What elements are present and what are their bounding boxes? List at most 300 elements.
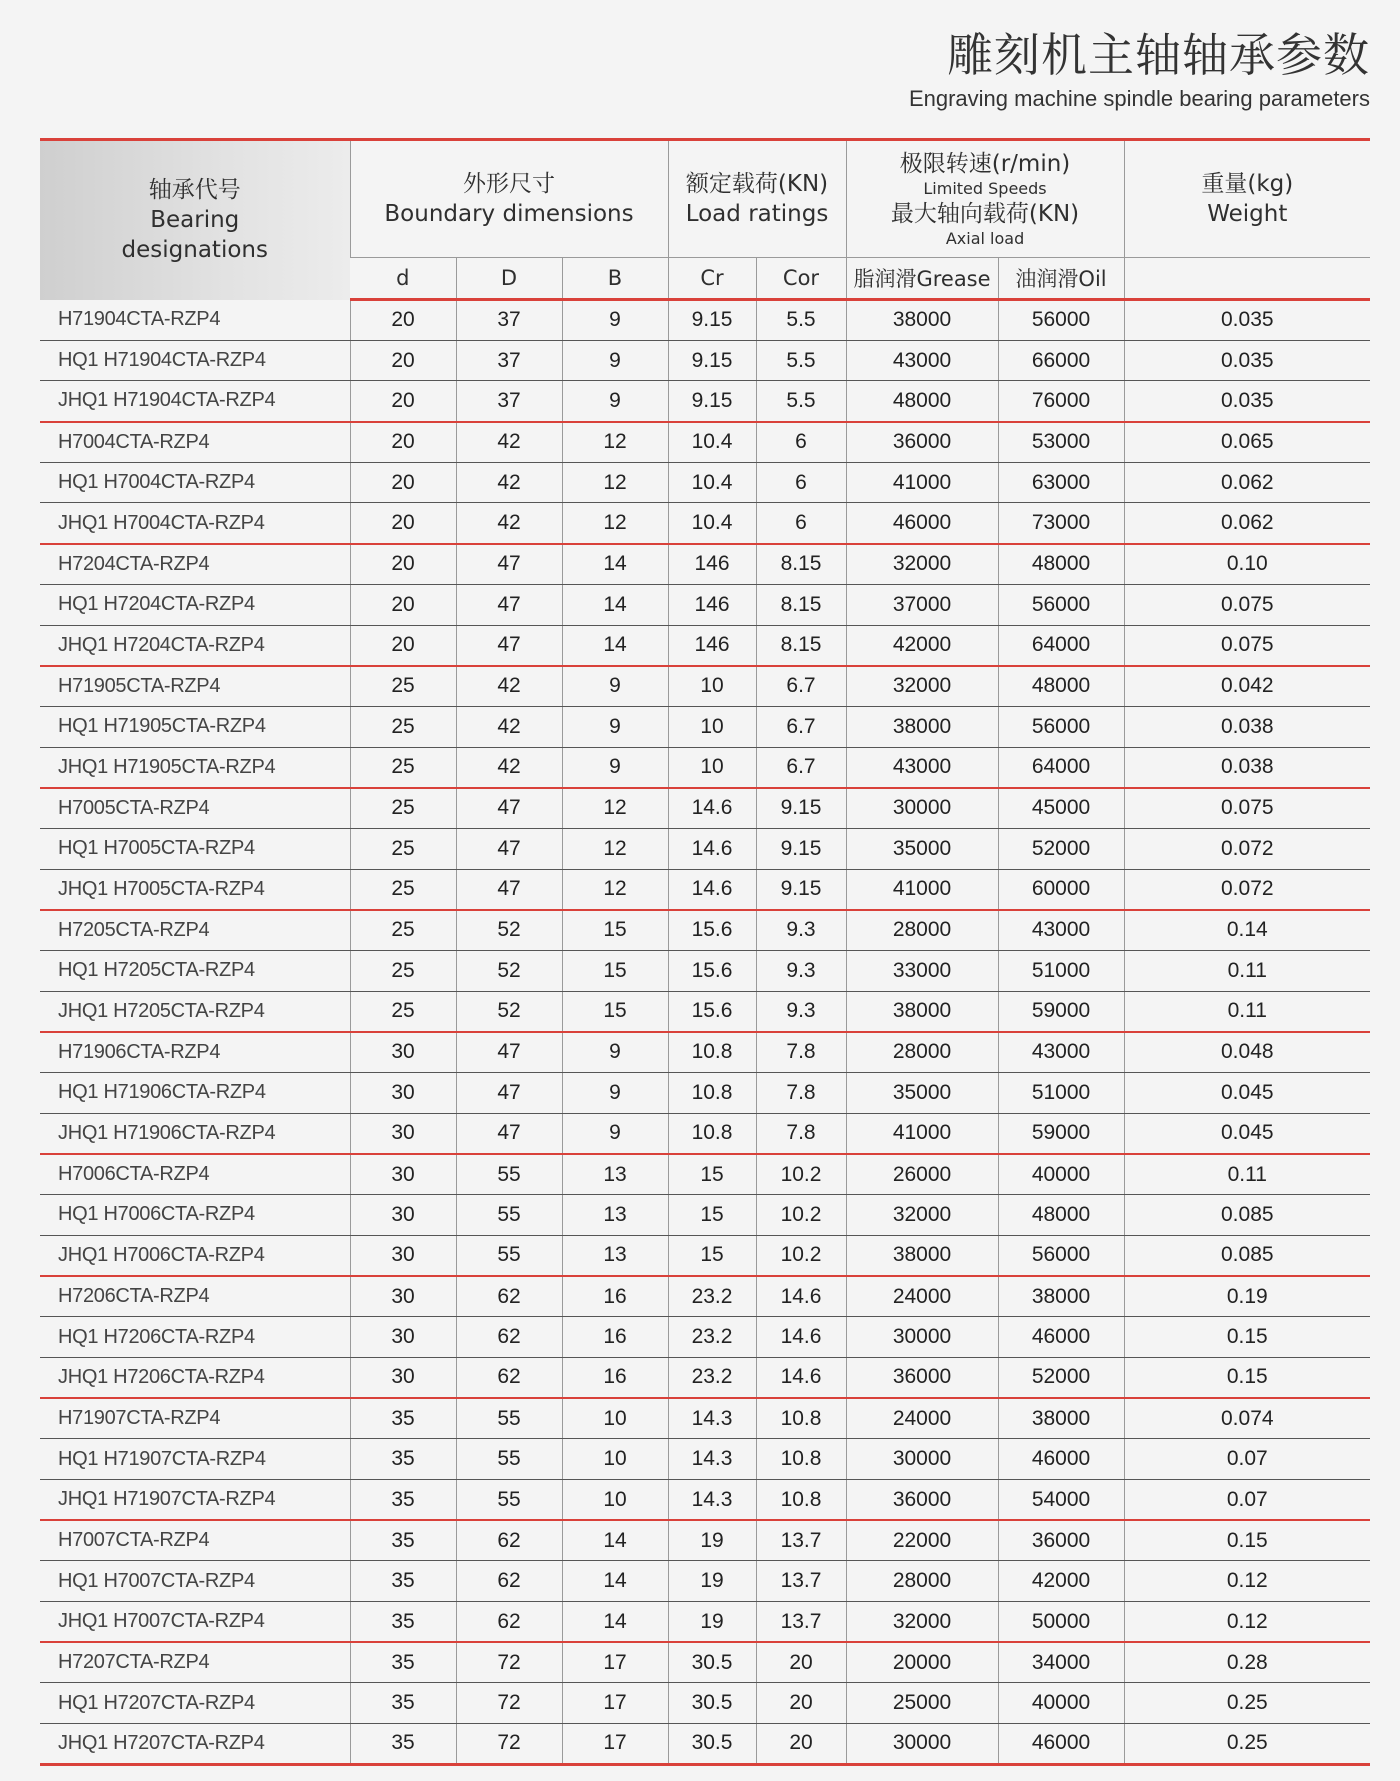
- cell-oil-speed: 46000: [998, 1439, 1124, 1480]
- cell-d: 25: [350, 828, 456, 869]
- cell-grease-speed: 36000: [846, 1357, 998, 1398]
- cell-d: 20: [350, 422, 456, 463]
- cell-D: 55: [456, 1439, 562, 1480]
- cell-designation: H71906CTA-RZP4: [40, 1032, 350, 1073]
- cell-B: 14: [562, 544, 668, 585]
- cell-cor: 8.15: [756, 584, 846, 625]
- cell-d: 25: [350, 869, 456, 910]
- cell-D: 42: [456, 666, 562, 707]
- cell-oil-speed: 43000: [998, 1032, 1124, 1073]
- cell-oil-speed: 73000: [998, 503, 1124, 544]
- table-row: [40, 1642, 1370, 1683]
- cell-grease-speed: 30000: [846, 1724, 998, 1765]
- header-speed-cn: 极限转速(r/min): [899, 151, 1071, 177]
- cell-oil-speed: 40000: [998, 1154, 1124, 1195]
- cell-d: 30: [350, 1195, 456, 1236]
- cell-cor: 5.5: [756, 340, 846, 381]
- cell-d: 30: [350, 1154, 456, 1195]
- cell-designation: HQ1 H7005CTA-RZP4: [40, 828, 350, 869]
- subheader-cor: Cor: [756, 258, 846, 300]
- cell-D: 47: [456, 544, 562, 585]
- cell-D: 42: [456, 422, 562, 463]
- cell-grease-speed: 36000: [846, 422, 998, 463]
- table-row: [40, 625, 1370, 666]
- table-row: [40, 869, 1370, 910]
- cell-grease-speed: 30000: [846, 1439, 998, 1480]
- cell-weight: 0.12: [1124, 1561, 1370, 1602]
- cell-designation: HQ1 H7204CTA-RZP4: [40, 584, 350, 625]
- cell-designation: HQ1 H7004CTA-RZP4: [40, 462, 350, 503]
- cell-D: 55: [456, 1479, 562, 1520]
- cell-B: 10: [562, 1398, 668, 1439]
- cell-cor: 13.7: [756, 1561, 846, 1602]
- cell-designation: HQ1 H71905CTA-RZP4: [40, 706, 350, 747]
- cell-designation: H7206CTA-RZP4: [40, 1276, 350, 1317]
- cell-D: 47: [456, 1073, 562, 1114]
- cell-cr: 10: [668, 706, 756, 747]
- cell-weight: 0.038: [1124, 706, 1370, 747]
- table-row: [40, 706, 1370, 747]
- cell-D: 42: [456, 462, 562, 503]
- cell-oil-speed: 66000: [998, 340, 1124, 381]
- cell-grease-speed: 25000: [846, 1683, 998, 1724]
- cell-D: 62: [456, 1276, 562, 1317]
- cell-oil-speed: 56000: [998, 706, 1124, 747]
- cell-grease-speed: 30000: [846, 1317, 998, 1358]
- cell-weight: 0.14: [1124, 910, 1370, 951]
- cell-grease-speed: 28000: [846, 1561, 998, 1602]
- cell-B: 10: [562, 1439, 668, 1480]
- header-axial-cn: 最大轴向载荷(KN): [890, 201, 1080, 227]
- cell-d: 35: [350, 1642, 456, 1683]
- cell-grease-speed: 35000: [846, 1073, 998, 1114]
- cell-grease-speed: 28000: [846, 910, 998, 951]
- cell-grease-speed: 32000: [846, 1602, 998, 1643]
- table-row: [40, 544, 1370, 585]
- cell-grease-speed: 24000: [846, 1276, 998, 1317]
- header-axial-en: Axial load: [945, 229, 1025, 248]
- cell-B: 12: [562, 422, 668, 463]
- cell-B: 12: [562, 828, 668, 869]
- cell-grease-speed: 41000: [846, 1113, 998, 1154]
- table-row: [40, 1479, 1370, 1520]
- cell-weight: 0.075: [1124, 788, 1370, 829]
- cell-weight: 0.035: [1124, 381, 1370, 422]
- cell-oil-speed: 53000: [998, 422, 1124, 463]
- cell-B: 12: [562, 503, 668, 544]
- cell-D: 72: [456, 1724, 562, 1765]
- table-row: [40, 1073, 1370, 1114]
- cell-weight: 0.075: [1124, 584, 1370, 625]
- cell-d: 20: [350, 340, 456, 381]
- cell-cor: 20: [756, 1683, 846, 1724]
- cell-grease-speed: 42000: [846, 625, 998, 666]
- cell-d: 35: [350, 1724, 456, 1765]
- table-row: [40, 991, 1370, 1032]
- cell-d: 25: [350, 706, 456, 747]
- cell-grease-speed: 38000: [846, 1235, 998, 1276]
- cell-oil-speed: 48000: [998, 544, 1124, 585]
- cell-D: 42: [456, 706, 562, 747]
- cell-B: 14: [562, 1520, 668, 1561]
- cell-cor: 9.15: [756, 788, 846, 829]
- cell-d: 20: [350, 462, 456, 503]
- cell-B: 17: [562, 1683, 668, 1724]
- table-row: [40, 422, 1370, 463]
- cell-weight: 0.25: [1124, 1724, 1370, 1765]
- subheader-B: B: [562, 258, 668, 300]
- table-row: [40, 747, 1370, 788]
- cell-oil-speed: 48000: [998, 1195, 1124, 1236]
- cell-cr: 30.5: [668, 1724, 756, 1765]
- cell-designation: H7004CTA-RZP4: [40, 422, 350, 463]
- table-row: [40, 340, 1370, 381]
- cell-cor: 8.15: [756, 544, 846, 585]
- cell-cor: 5.5: [756, 300, 846, 341]
- cell-d: 25: [350, 747, 456, 788]
- subheader-d: d: [350, 258, 456, 300]
- cell-B: 14: [562, 1602, 668, 1643]
- cell-oil-speed: 38000: [998, 1398, 1124, 1439]
- cell-cr: 14.6: [668, 869, 756, 910]
- cell-grease-speed: 41000: [846, 869, 998, 910]
- page-title-en: Engraving machine spindle bearing parameters: [908, 86, 1370, 111]
- cell-D: 52: [456, 951, 562, 992]
- cell-cr: 146: [668, 544, 756, 585]
- cell-oil-speed: 56000: [998, 1235, 1124, 1276]
- header-designation-en1: Bearing: [150, 207, 240, 234]
- cell-designation: JHQ1 H7206CTA-RZP4: [40, 1357, 350, 1398]
- cell-oil-speed: 63000: [998, 462, 1124, 503]
- cell-designation: JHQ1 H7005CTA-RZP4: [40, 869, 350, 910]
- cell-grease-speed: 32000: [846, 666, 998, 707]
- cell-D: 47: [456, 788, 562, 829]
- cell-cr: 23.2: [668, 1357, 756, 1398]
- cell-D: 55: [456, 1195, 562, 1236]
- cell-designation: HQ1 H7006CTA-RZP4: [40, 1195, 350, 1236]
- cell-grease-speed: 28000: [846, 1032, 998, 1073]
- cell-D: 62: [456, 1520, 562, 1561]
- cell-D: 37: [456, 340, 562, 381]
- cell-weight: 0.10: [1124, 544, 1370, 585]
- cell-D: 37: [456, 300, 562, 341]
- cell-designation: HQ1 H7205CTA-RZP4: [40, 951, 350, 992]
- subheader-cr: Cr: [668, 258, 756, 300]
- cell-d: 20: [350, 381, 456, 422]
- table-row: [40, 462, 1370, 503]
- cell-cor: 10.2: [756, 1235, 846, 1276]
- cell-designation: JHQ1 H71907CTA-RZP4: [40, 1479, 350, 1520]
- header-boundary-cn: 外形尺寸: [463, 171, 555, 197]
- cell-D: 55: [456, 1154, 562, 1195]
- cell-weight: 0.15: [1124, 1317, 1370, 1358]
- title-block: [909, 26, 1370, 112]
- cell-cor: 10.8: [756, 1398, 846, 1439]
- header-row-main: [40, 140, 1370, 258]
- cell-B: 13: [562, 1235, 668, 1276]
- cell-d: 30: [350, 1073, 456, 1114]
- table-row: [40, 1398, 1370, 1439]
- cell-grease-speed: 37000: [846, 584, 998, 625]
- cell-D: 47: [456, 625, 562, 666]
- cell-cor: 9.3: [756, 991, 846, 1032]
- cell-weight: 0.072: [1124, 828, 1370, 869]
- cell-oil-speed: 46000: [998, 1724, 1124, 1765]
- cell-cr: 10.8: [668, 1032, 756, 1073]
- cell-designation: JHQ1 H7006CTA-RZP4: [40, 1235, 350, 1276]
- cell-d: 20: [350, 300, 456, 341]
- cell-D: 62: [456, 1602, 562, 1643]
- table-row: [40, 503, 1370, 544]
- cell-D: 47: [456, 828, 562, 869]
- cell-grease-speed: 41000: [846, 462, 998, 503]
- cell-d: 35: [350, 1683, 456, 1724]
- cell-B: 12: [562, 788, 668, 829]
- table-row: [40, 1235, 1370, 1276]
- cell-grease-speed: 30000: [846, 788, 998, 829]
- cell-D: 72: [456, 1683, 562, 1724]
- header-designation: [40, 140, 350, 300]
- cell-oil-speed: 64000: [998, 625, 1124, 666]
- table-row: [40, 1195, 1370, 1236]
- cell-B: 10: [562, 1479, 668, 1520]
- cell-designation: HQ1 H7207CTA-RZP4: [40, 1683, 350, 1724]
- cell-weight: 0.15: [1124, 1520, 1370, 1561]
- cell-cor: 14.6: [756, 1357, 846, 1398]
- cell-cor: 9.3: [756, 951, 846, 992]
- cell-grease-speed: 38000: [846, 991, 998, 1032]
- table-row: [40, 1276, 1370, 1317]
- subheader-grease: 脂润滑Grease: [846, 258, 998, 300]
- cell-designation: JHQ1 H71904CTA-RZP4: [40, 381, 350, 422]
- cell-cor: 6.7: [756, 666, 846, 707]
- cell-D: 42: [456, 747, 562, 788]
- cell-weight: 0.19: [1124, 1276, 1370, 1317]
- cell-cr: 19: [668, 1561, 756, 1602]
- cell-cr: 15.6: [668, 991, 756, 1032]
- cell-cr: 10.8: [668, 1113, 756, 1154]
- cell-cr: 15.6: [668, 910, 756, 951]
- cell-oil-speed: 48000: [998, 666, 1124, 707]
- cell-d: 30: [350, 1357, 456, 1398]
- cell-d: 30: [350, 1276, 456, 1317]
- cell-B: 9: [562, 1032, 668, 1073]
- cell-weight: 0.15: [1124, 1357, 1370, 1398]
- cell-cr: 14.3: [668, 1398, 756, 1439]
- cell-B: 12: [562, 869, 668, 910]
- cell-B: 9: [562, 340, 668, 381]
- cell-oil-speed: 51000: [998, 1073, 1124, 1114]
- table-row: [40, 910, 1370, 951]
- cell-cr: 14.3: [668, 1479, 756, 1520]
- table-row: [40, 300, 1370, 341]
- table-row: [40, 1357, 1370, 1398]
- cell-designation: H71907CTA-RZP4: [40, 1398, 350, 1439]
- table-row: [40, 1520, 1370, 1561]
- cell-cr: 15: [668, 1154, 756, 1195]
- cell-d: 20: [350, 625, 456, 666]
- cell-D: 42: [456, 503, 562, 544]
- cell-weight: 0.074: [1124, 1398, 1370, 1439]
- cell-cr: 23.2: [668, 1317, 756, 1358]
- cell-B: 9: [562, 706, 668, 747]
- cell-B: 16: [562, 1357, 668, 1398]
- table-row: [40, 1154, 1370, 1195]
- cell-B: 13: [562, 1154, 668, 1195]
- cell-designation: H7005CTA-RZP4: [40, 788, 350, 829]
- subheader-D: D: [456, 258, 562, 300]
- cell-oil-speed: 54000: [998, 1479, 1124, 1520]
- cell-designation: JHQ1 H71906CTA-RZP4: [40, 1113, 350, 1154]
- cell-cr: 10: [668, 747, 756, 788]
- cell-designation: H7207CTA-RZP4: [40, 1642, 350, 1683]
- cell-weight: 0.12: [1124, 1602, 1370, 1643]
- cell-oil-speed: 45000: [998, 788, 1124, 829]
- cell-oil-speed: 50000: [998, 1602, 1124, 1643]
- cell-oil-speed: 51000: [998, 951, 1124, 992]
- cell-cor: 7.8: [756, 1073, 846, 1114]
- cell-weight: 0.062: [1124, 503, 1370, 544]
- cell-cr: 14.6: [668, 788, 756, 829]
- cell-cor: 7.8: [756, 1032, 846, 1073]
- table-body: [40, 300, 1370, 1765]
- cell-cor: 14.6: [756, 1317, 846, 1358]
- cell-d: 20: [350, 584, 456, 625]
- cell-weight: 0.075: [1124, 625, 1370, 666]
- cell-d: 20: [350, 544, 456, 585]
- cell-weight: 0.11: [1124, 951, 1370, 992]
- cell-cr: 10: [668, 666, 756, 707]
- cell-weight: 0.045: [1124, 1073, 1370, 1114]
- cell-oil-speed: 64000: [998, 747, 1124, 788]
- cell-cor: 8.15: [756, 625, 846, 666]
- cell-weight: 0.11: [1124, 991, 1370, 1032]
- cell-grease-speed: 35000: [846, 828, 998, 869]
- cell-d: 25: [350, 666, 456, 707]
- cell-B: 17: [562, 1642, 668, 1683]
- cell-B: 12: [562, 462, 668, 503]
- bearing-table: [40, 138, 1370, 1766]
- cell-B: 9: [562, 747, 668, 788]
- cell-designation: JHQ1 H7204CTA-RZP4: [40, 625, 350, 666]
- cell-B: 14: [562, 625, 668, 666]
- cell-weight: 0.042: [1124, 666, 1370, 707]
- cell-cor: 13.7: [756, 1602, 846, 1643]
- table-row: [40, 828, 1370, 869]
- cell-weight: 0.11: [1124, 1154, 1370, 1195]
- table-row: [40, 1113, 1370, 1154]
- cell-cor: 13.7: [756, 1520, 846, 1561]
- cell-grease-speed: 43000: [846, 340, 998, 381]
- cell-designation: H71905CTA-RZP4: [40, 666, 350, 707]
- cell-D: 47: [456, 869, 562, 910]
- table-row: [40, 666, 1370, 707]
- cell-weight: 0.07: [1124, 1439, 1370, 1480]
- cell-d: 35: [350, 1479, 456, 1520]
- cell-D: 62: [456, 1317, 562, 1358]
- cell-cor: 10.2: [756, 1195, 846, 1236]
- cell-cr: 10.4: [668, 503, 756, 544]
- cell-oil-speed: 42000: [998, 1561, 1124, 1602]
- cell-d: 25: [350, 991, 456, 1032]
- cell-cr: 30.5: [668, 1683, 756, 1724]
- header-load-en: Load ratings: [685, 201, 829, 227]
- cell-d: 20: [350, 503, 456, 544]
- cell-D: 72: [456, 1642, 562, 1683]
- header-boundary: [350, 140, 668, 258]
- cell-oil-speed: 60000: [998, 869, 1124, 910]
- cell-cor: 9.3: [756, 910, 846, 951]
- cell-oil-speed: 52000: [998, 828, 1124, 869]
- cell-d: 35: [350, 1439, 456, 1480]
- cell-cor: 10.8: [756, 1479, 846, 1520]
- cell-cor: 10.2: [756, 1154, 846, 1195]
- cell-cor: 9.15: [756, 828, 846, 869]
- cell-B: 14: [562, 1561, 668, 1602]
- cell-cor: 6: [756, 503, 846, 544]
- cell-d: 25: [350, 910, 456, 951]
- cell-oil-speed: 56000: [998, 584, 1124, 625]
- cell-D: 37: [456, 381, 562, 422]
- cell-cr: 19: [668, 1520, 756, 1561]
- page-title-cn: 雕刻机主轴轴承参数: [947, 28, 1370, 82]
- cell-weight: 0.045: [1124, 1113, 1370, 1154]
- cell-B: 15: [562, 951, 668, 992]
- cell-cr: 9.15: [668, 300, 756, 341]
- cell-designation: HQ1 H71907CTA-RZP4: [40, 1439, 350, 1480]
- cell-B: 17: [562, 1724, 668, 1765]
- cell-D: 62: [456, 1357, 562, 1398]
- cell-B: 16: [562, 1276, 668, 1317]
- cell-B: 9: [562, 300, 668, 341]
- cell-d: 25: [350, 951, 456, 992]
- cell-designation: HQ1 H71904CTA-RZP4: [40, 340, 350, 381]
- table-row: [40, 1602, 1370, 1643]
- cell-designation: JHQ1 H7004CTA-RZP4: [40, 503, 350, 544]
- cell-cor: 20: [756, 1642, 846, 1683]
- cell-cr: 15: [668, 1195, 756, 1236]
- cell-cr: 23.2: [668, 1276, 756, 1317]
- cell-D: 52: [456, 910, 562, 951]
- cell-weight: 0.072: [1124, 869, 1370, 910]
- cell-cor: 6: [756, 462, 846, 503]
- cell-designation: H7205CTA-RZP4: [40, 910, 350, 951]
- table-row: [40, 1439, 1370, 1480]
- cell-cr: 19: [668, 1602, 756, 1643]
- cell-d: 30: [350, 1317, 456, 1358]
- cell-grease-speed: 33000: [846, 951, 998, 992]
- cell-oil-speed: 76000: [998, 381, 1124, 422]
- cell-cr: 10.8: [668, 1073, 756, 1114]
- cell-weight: 0.07: [1124, 1479, 1370, 1520]
- cell-cor: 6.7: [756, 706, 846, 747]
- cell-oil-speed: 59000: [998, 991, 1124, 1032]
- table-row: [40, 1683, 1370, 1724]
- cell-d: 35: [350, 1561, 456, 1602]
- cell-cr: 10.4: [668, 422, 756, 463]
- cell-B: 9: [562, 666, 668, 707]
- cell-D: 47: [456, 1113, 562, 1154]
- cell-grease-speed: 26000: [846, 1154, 998, 1195]
- cell-grease-speed: 24000: [846, 1398, 998, 1439]
- cell-weight: 0.065: [1124, 422, 1370, 463]
- cell-B: 16: [562, 1317, 668, 1358]
- header-designation-en2: designations: [121, 237, 268, 264]
- cell-oil-speed: 59000: [998, 1113, 1124, 1154]
- cell-weight: 0.048: [1124, 1032, 1370, 1073]
- cell-d: 35: [350, 1520, 456, 1561]
- cell-D: 47: [456, 1032, 562, 1073]
